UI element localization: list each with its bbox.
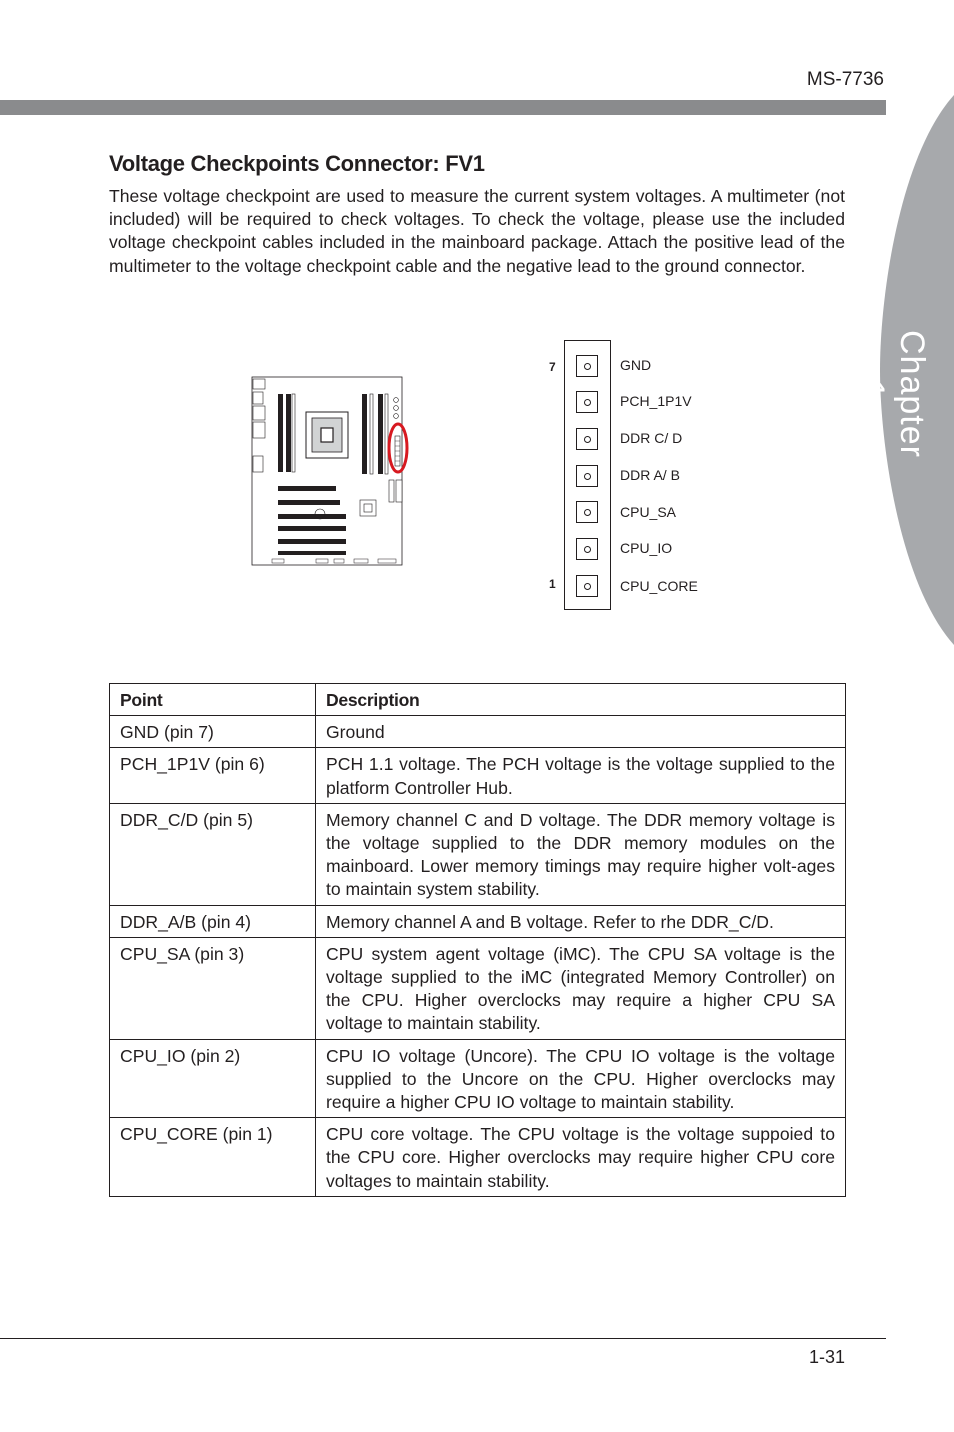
pin-7 — [576, 355, 598, 377]
description-cell: Memory channel C and D voltage. The DDR memory voltage is the voltage supplied to the DDR memory modules on the mainboard. Lower memory timings may require higher volt-ages to maintain system stability. — [316, 803, 846, 905]
table-row — [110, 748, 846, 803]
point-cell: DDR_C/D (pin 5) — [110, 803, 316, 905]
pin-label-cpu-core: CPU_CORE — [620, 578, 698, 594]
point-cell: DDR_A/B (pin 4) — [110, 905, 316, 937]
point-cell: PCH_1P1V (pin 6) — [110, 748, 316, 803]
point-cell: GND (pin 7) — [110, 716, 316, 748]
table-row — [110, 716, 846, 748]
description-cell: CPU system agent voltage (iMC). The CPU SA voltage is the voltage supplied to the iMC (integrated Memory Controller) on the CPU. Higher overclocks may require a higher CPU SA voltage to maintain stability. — [316, 937, 846, 1039]
pin-label-pch-1p1v: PCH_1P1V — [620, 393, 692, 409]
page-number: 1-31 — [808, 1347, 845, 1367]
voltage-points-table — [109, 683, 846, 1197]
column-header-description: Description — [316, 684, 846, 716]
chapter-label: Chapter 1 — [853, 330, 931, 458]
table-row — [110, 905, 846, 937]
model-number: MS-7736 — [806, 69, 884, 90]
pin-4 — [576, 465, 598, 487]
point-cell: CPU_SA (pin 3) — [110, 937, 316, 1039]
pin-5 — [576, 428, 598, 450]
pin-label-ddr-ab: DDR A/ B — [620, 467, 680, 483]
pin-6 — [576, 391, 598, 413]
table-row — [110, 803, 846, 905]
pin-number-1: 1 — [549, 577, 556, 591]
header-bar — [0, 100, 886, 115]
description-cell: PCH 1.1 voltage. The PCH voltage is the voltage supplied to the platform Controller Hub. — [316, 748, 846, 803]
table-header-row — [110, 684, 846, 716]
point-cell: CPU_IO (pin 2) — [110, 1039, 316, 1118]
pin-1 — [576, 575, 598, 597]
description-cell: Ground — [316, 716, 846, 748]
section-title: Voltage Checkpoints Connector: FV1 — [109, 151, 485, 176]
point-cell: CPU_CORE (pin 1) — [110, 1118, 316, 1197]
column-header-point: Point — [110, 684, 316, 716]
table-row — [110, 1039, 846, 1118]
footer-rule — [0, 1338, 886, 1339]
intro-paragraph: These voltage checkpoint are used to measure the current system voltages. A multimeter (not included) will be required to check voltages. To check the voltage, please use the included voltage checkpoint cables included in the mainboard package. Attach the positive lead of the multimeter to the voltage checkpoint cable and the negative lead to the ground connector. — [109, 186, 845, 276]
pin-label-cpu-sa: CPU_SA — [620, 504, 677, 520]
mainboard-diagram — [250, 376, 430, 568]
pin-3 — [576, 501, 598, 523]
description-cell: CPU IO voltage (Uncore). The CPU IO voltage is the voltage supplied to the Uncore on the CPU. Higher overclocks may require a higher CPU IO voltage to maintain stability. — [316, 1039, 846, 1118]
description-cell: CPU core voltage. The CPU voltage is the voltage suppoied to the CPU core. Higher overclocks may require higher CPU core voltages to maintain stability. — [316, 1118, 846, 1197]
pin-2 — [576, 538, 598, 560]
table-row — [110, 937, 846, 1039]
pin-label-cpu-io: CPU_IO — [620, 540, 673, 556]
pin-number-7: 7 — [549, 360, 556, 374]
table-row — [110, 1118, 846, 1197]
description-cell: Memory channel A and B voltage. Refer to rhe DDR_C/D. — [316, 905, 846, 937]
pin-label-ddr-cd: DDR C/ D — [620, 430, 683, 446]
pin-label-gnd: GND — [620, 357, 652, 373]
